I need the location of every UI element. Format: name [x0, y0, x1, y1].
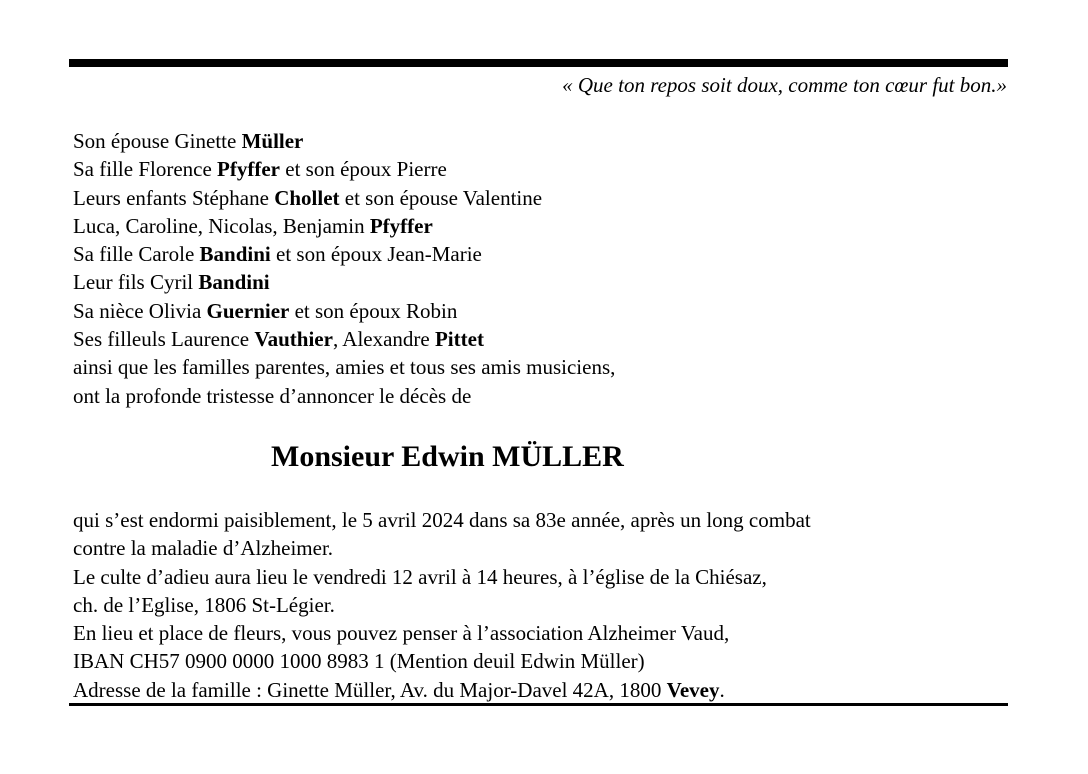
body-line	[73, 647, 811, 675]
body-line	[73, 676, 811, 704]
family-line-text: Son épouse Ginette	[73, 129, 242, 153]
family-line-text: Leur fils Cyril	[73, 270, 199, 295]
family-line	[73, 184, 615, 212]
family-line-surname: Müller	[241, 129, 304, 153]
family-line-text: Leurs enfants Stéphane	[73, 185, 275, 210]
body-line-text: En lieu et place de fleurs, vous pouvez penser à l’association Alzheimer Vaud,	[73, 621, 730, 646]
family-line-text: Luca, Caroline, Nicolas, Benjamin	[73, 213, 370, 238]
body-line-text: IBAN CH57 0900 0000 1000 8983 1 (Mention deuil Edwin Müller)	[73, 649, 645, 674]
body-line-text: Adresse de la famille : Ginette Müller, Av. du Major-Davel 42A, 1800	[73, 677, 667, 702]
family-line-surname: Chollet	[274, 185, 340, 210]
deceased-name: Monsieur Edwin MÜLLER	[271, 440, 624, 473]
family-line-surname: Pfyffer	[217, 157, 280, 182]
body-line	[73, 506, 811, 534]
family-line-surname: Vauthier	[254, 327, 333, 352]
announcement-body	[73, 506, 811, 704]
body-line-text: contre la maladie d’Alzheimer.	[73, 536, 334, 561]
family-list	[73, 127, 615, 410]
top-rule	[69, 59, 1008, 67]
family-line-text: Sa fille Florence	[73, 157, 218, 182]
family-line	[73, 297, 615, 325]
family-line-text: Sa fille Carole	[73, 242, 200, 267]
body-line-text: Le culte d’adieu aura lieu le vendredi 12 avril à 14 heures, à l’église de la Chiésaz,	[73, 564, 767, 589]
family-line-surname: Pittet	[434, 327, 484, 352]
epigraph: « Que ton repos soit doux, comme ton cœur fut bon.»	[562, 73, 1007, 97]
family-line	[73, 212, 615, 240]
body-line-text: .	[719, 677, 725, 702]
body-line	[73, 619, 811, 647]
family-line	[73, 127, 615, 155]
family-line-text: et son épouse Valentine	[339, 185, 543, 210]
body-line-city: Vevey	[666, 677, 720, 702]
body-line-text: ch. de l’Eglise, 1806 St-Légier.	[73, 592, 335, 617]
family-line	[73, 268, 615, 296]
bottom-rule	[69, 703, 1008, 706]
family-line-text: Ses filleuls Laurence	[73, 327, 255, 352]
family-line-surname: Bandini	[199, 242, 271, 267]
family-line-text: ainsi que les familles parentes, amies et tous ses amis musiciens,	[73, 355, 616, 380]
body-line-text: qui s’est endormi paisiblement, le 5 avril 2024 dans sa 83e année, après un long combat	[73, 508, 811, 532]
family-line	[73, 353, 615, 381]
body-line	[73, 534, 811, 562]
family-line-text: et son époux Pierre	[280, 157, 447, 182]
family-line	[73, 240, 615, 268]
family-line-text: Sa nièce Olivia	[73, 298, 207, 323]
family-line	[73, 382, 615, 410]
body-line	[73, 591, 811, 619]
family-line-surname: Bandini	[198, 270, 270, 295]
family-line-surname: Pfyffer	[369, 213, 433, 238]
family-line-surname: Guernier	[206, 298, 290, 323]
body-line	[73, 563, 811, 591]
family-line-text: ont la profonde tristesse d’annoncer le décès de	[73, 383, 472, 408]
family-line	[73, 155, 615, 183]
family-line-text: , Alexandre	[332, 327, 435, 352]
family-line	[73, 325, 615, 353]
family-line-text: et son époux Jean-Marie	[270, 242, 482, 267]
family-line-text: et son époux Robin	[289, 298, 458, 323]
